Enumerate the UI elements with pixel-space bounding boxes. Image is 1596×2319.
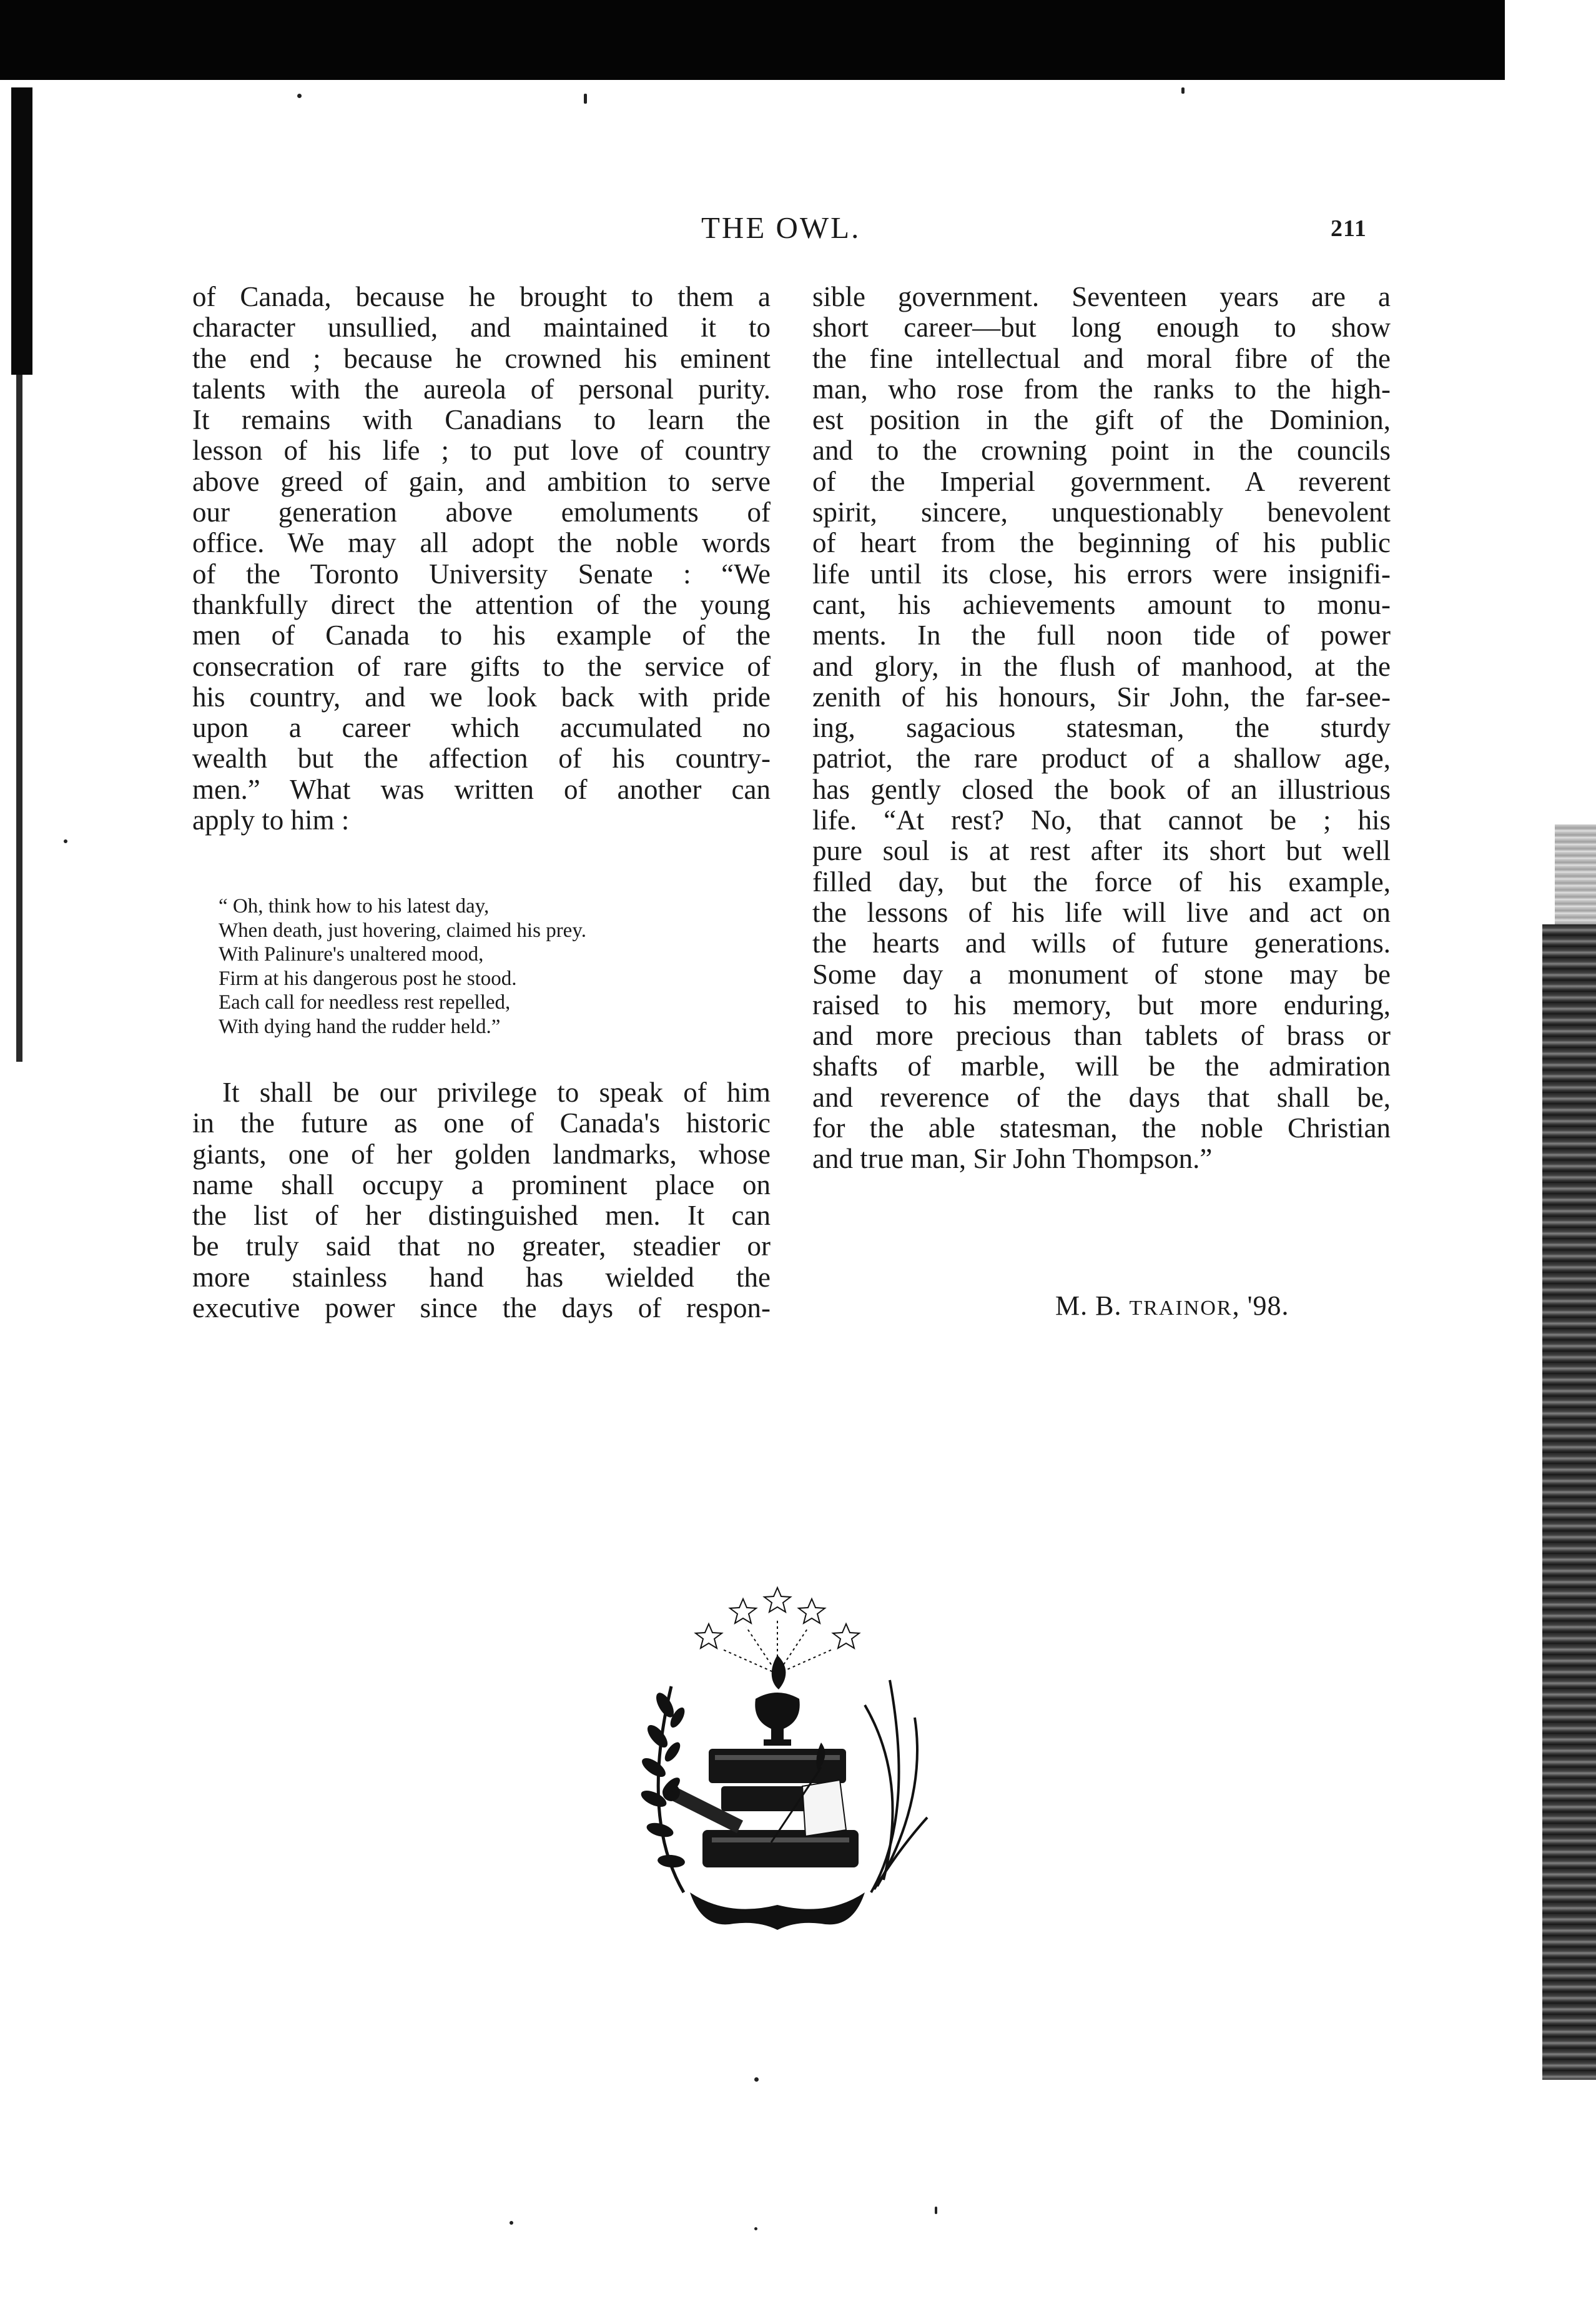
text-line: in the future as one of Canada's historic xyxy=(192,1107,771,1139)
poem-line: “ Oh, think how to his latest day, xyxy=(219,895,490,917)
poem-line: With Palinure's unaltered mood, xyxy=(219,943,484,966)
text-line: of heart from the beginning of his public xyxy=(812,527,1391,559)
text-line: short career—but long enough to show xyxy=(812,312,1391,344)
text-line: giants, one of her golden landmarks, whose xyxy=(192,1138,771,1170)
text-line: and true man, Sir John Thompson.” xyxy=(812,1143,1213,1175)
text-line: wealth but the affection of his country- xyxy=(192,743,771,774)
scan-speck xyxy=(510,2221,513,2225)
text-line: ments. In the full noon tide of power xyxy=(812,620,1391,651)
text-line: sible government. Seventeen years are a xyxy=(812,281,1391,312)
scan-left-edge xyxy=(11,87,32,375)
scan-speck xyxy=(754,2077,759,2082)
text-line: life until its close, his errors were insignifi- xyxy=(812,558,1391,590)
text-line: for the able statesman, the noble Christian xyxy=(812,1112,1391,1144)
text-line: more stainless hand has wielded the xyxy=(192,1261,771,1293)
text-line: pure soul is at rest after its short but well xyxy=(812,835,1391,867)
text-line: and to the crowning point in the councils xyxy=(812,435,1391,467)
quoted-poem xyxy=(219,894,768,1039)
author-surname: TRAINOR xyxy=(1129,1297,1233,1320)
text-line: It shall be our privilege to speak of him xyxy=(222,1077,771,1108)
text-line: men.” What was written of another can xyxy=(192,773,771,805)
scan-right-edge-fade xyxy=(1555,824,1596,924)
right-column-text xyxy=(812,282,1391,1175)
author-signature xyxy=(1055,1290,1289,1322)
text-line: patriot, the rare product of a shallow age, xyxy=(812,743,1391,774)
scan-top-border xyxy=(0,0,1505,80)
text-line: man, who rose from the ranks to the high- xyxy=(812,373,1391,405)
text-line: It remains with Canadians to learn the xyxy=(192,404,771,436)
text-line: name shall occupy a prominent place on xyxy=(192,1169,771,1200)
page-number: 211 xyxy=(1331,215,1367,242)
text-line: lesson of his life ; to put love of country xyxy=(192,435,771,467)
left-column-text-continued xyxy=(192,1077,771,1323)
text-line: has gently closed the book of an illustrious xyxy=(812,773,1391,805)
poem-line: When death, just hovering, claimed his prey. xyxy=(219,919,586,942)
text-line: of the Imperial government. A reverent xyxy=(812,465,1391,497)
scan-speck xyxy=(297,94,302,98)
text-line: shafts of marble, will be the admiration xyxy=(812,1051,1391,1082)
text-line: executive power since the days of respon- xyxy=(192,1292,771,1324)
text-line: upon a career which accumulated no xyxy=(192,712,771,744)
left-column-text xyxy=(192,282,771,836)
scan-top-border-gap xyxy=(1505,0,1596,62)
lamp-books-wreath-emblem-icon xyxy=(615,1580,940,1942)
text-line: zenith of his honours, Sir John, the far-see- xyxy=(812,681,1391,713)
text-line: above greed of gain, and ambition to serve xyxy=(192,465,771,497)
scan-left-edge-thin xyxy=(16,375,22,1062)
text-line: men of Canada to his example of the xyxy=(192,620,771,651)
text-line: of the Toronto University Senate : “We xyxy=(192,558,771,590)
text-line: raised to his memory, but more enduring, xyxy=(812,989,1391,1021)
text-line: life. “At rest? No, that cannot be ; his xyxy=(812,804,1391,836)
text-line: of Canada, because he brought to them a xyxy=(192,281,771,312)
text-line: consecration of rare gifts to the service of xyxy=(192,650,771,682)
text-line: talents with the aureola of personal purity. xyxy=(192,373,771,405)
author-initials: M. B. xyxy=(1055,1290,1122,1321)
text-line: cant, his achievements amount to monu- xyxy=(812,588,1391,620)
scan-speck xyxy=(1181,87,1185,94)
text-line: office. We may all adopt the noble words xyxy=(192,527,771,559)
poem-line: With dying hand the rudder held.” xyxy=(219,1015,501,1038)
scan-speck xyxy=(584,94,587,104)
text-line: and glory, in the flush of manhood, at the xyxy=(812,650,1391,682)
text-line: ing, sagacious statesman, the sturdy xyxy=(812,712,1391,744)
text-line: his country, and we look back with pride xyxy=(192,681,771,713)
text-line: apply to him : xyxy=(192,804,350,836)
running-header-title: THE OWL. xyxy=(701,210,861,245)
poem-line: Firm at his dangerous post he stood. xyxy=(219,967,517,990)
text-line: our generation above emoluments of xyxy=(192,497,771,528)
text-line: the list of her distinguished men. It can xyxy=(192,1200,771,1232)
text-line: Some day a monument of stone may be xyxy=(812,958,1391,990)
author-class-year: , '98. xyxy=(1232,1290,1289,1321)
text-line: be truly said that no greater, steadier or xyxy=(192,1230,771,1262)
text-line: filled day, but the force of his example, xyxy=(812,866,1391,897)
scan-speck xyxy=(935,2207,937,2214)
text-line: the lessons of his life will live and act on xyxy=(812,896,1391,928)
scan-right-edge xyxy=(1542,924,1596,2080)
text-line: and more precious than tablets of brass or xyxy=(812,1020,1391,1052)
text-line: the hearts and wills of future generations. xyxy=(812,927,1391,959)
scan-speck xyxy=(754,2227,757,2230)
text-line: thankfully direct the attention of the young xyxy=(192,588,771,620)
scan-speck xyxy=(64,839,67,843)
poem-line: Each call for needless rest repelled, xyxy=(219,991,511,1014)
text-line: the fine intellectual and moral fibre of the xyxy=(812,342,1391,374)
text-line: and reverence of the days that shall be, xyxy=(812,1081,1391,1113)
text-line: the end ; because he crowned his eminent xyxy=(192,342,771,374)
text-line: spirit, sincere, unquestionably benevolent xyxy=(812,497,1391,528)
text-line: character unsullied, and maintained it to xyxy=(192,312,771,344)
text-line: est position in the gift of the Dominion, xyxy=(812,404,1391,436)
